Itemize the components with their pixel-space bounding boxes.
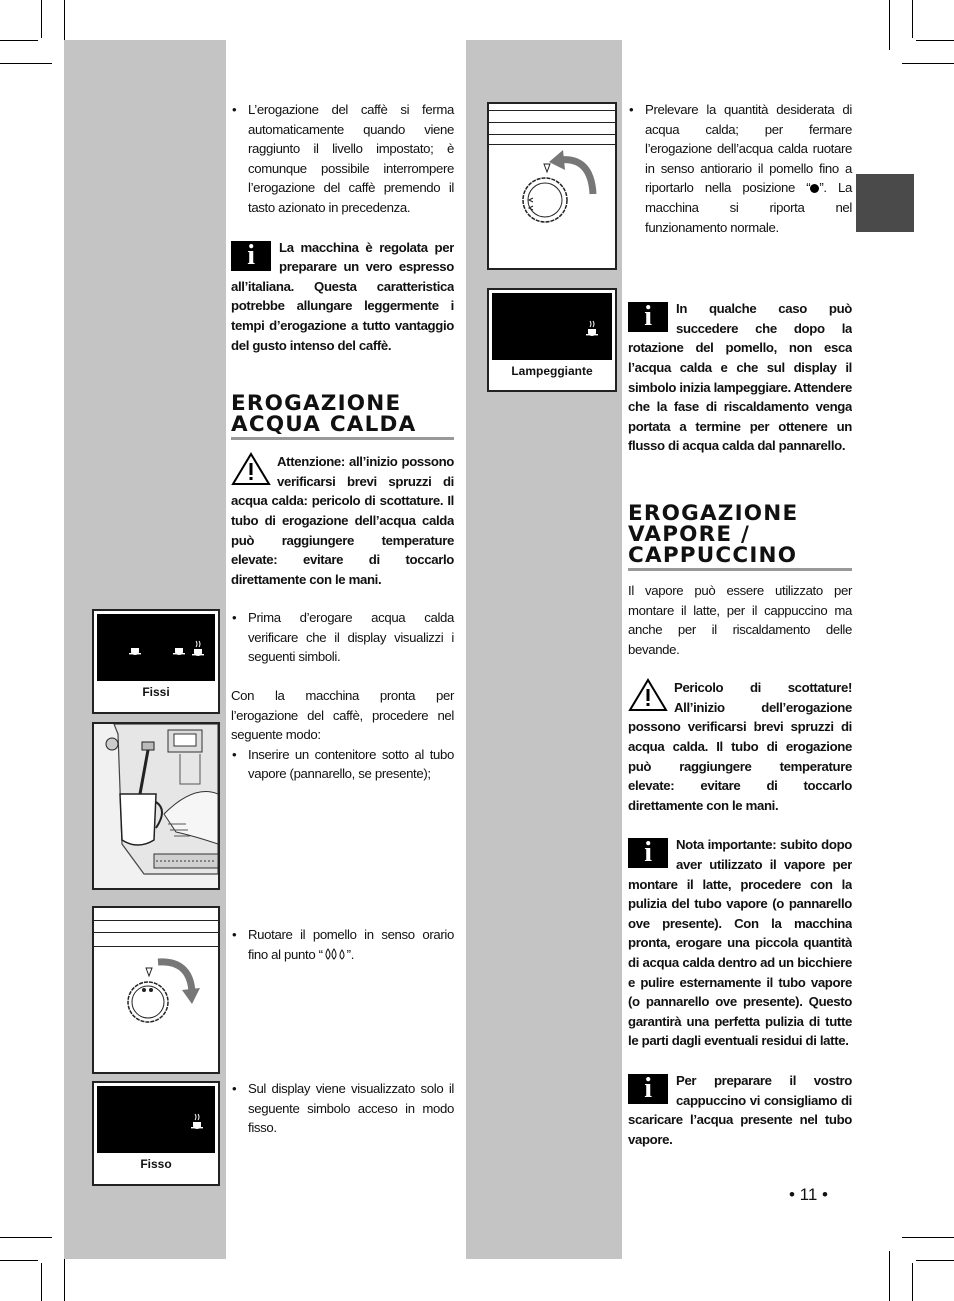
crop-mark bbox=[912, 1263, 913, 1301]
hot-water-symbol-icon bbox=[492, 293, 612, 360]
figure-machine-illustration bbox=[92, 722, 220, 890]
info-icon: i bbox=[231, 241, 271, 271]
bullet-stop-water-end: ”. La macchina si riporta nel funzionamento normale. bbox=[645, 180, 853, 235]
warning-triangle-icon bbox=[628, 678, 668, 712]
crop-mark bbox=[902, 63, 954, 64]
info-icon: i bbox=[628, 302, 668, 332]
display-screen bbox=[97, 614, 215, 681]
warning-box-steam bbox=[628, 678, 852, 815]
steam-intro: Il vapore può essere utilizzato per montare il latte, per il cappuccino ma anche per il riscaldamento delle bevande. bbox=[628, 582, 852, 657]
figure-caption: Fisso bbox=[140, 1157, 172, 1171]
crop-mark bbox=[0, 40, 38, 41]
bullet-rotate-text: Ruotare il pomello in senso orario fino al punto “ bbox=[248, 927, 454, 962]
info-text: Per preparare il vostro cappuccino vi consigliamo di scaricare l’acqua presente nel tubo vapore. bbox=[628, 1072, 852, 1147]
water-drops-icon bbox=[323, 948, 347, 961]
divider-line bbox=[489, 122, 615, 123]
figure-knob-anticlockwise bbox=[487, 102, 617, 270]
hot-water-symbol-icon bbox=[97, 1086, 215, 1153]
info-box-note bbox=[628, 835, 852, 1051]
info-icon: i bbox=[628, 1074, 668, 1104]
figure-display-fissi bbox=[92, 609, 220, 714]
figure-caption: Lampeggiante bbox=[511, 364, 593, 378]
knob-rotate-left-icon bbox=[489, 148, 615, 268]
info-text: In qualche caso può succedere che dopo la rotazione del pomello, non esca l’acqua calda e che sul display il simbolo inizia lampeggiare. Attendere che la fase di riscaldamento venga portata a termine per ottenere un flusso di acqua calda dal pannarello. bbox=[628, 301, 852, 454]
cup-symbols-icon bbox=[97, 614, 215, 681]
figure-display-fisso bbox=[92, 1081, 220, 1186]
warning-triangle-icon bbox=[231, 452, 271, 486]
crop-mark bbox=[912, 0, 913, 38]
warning-text: Pericolo di scottature! All’inizio dell’erogazione possono verificarsi brevi spruzzi di acqua calda. Il tubo di erogazione può raggiungere temperature elevate: evitare di toccarlo direttamente con le mani. bbox=[628, 680, 852, 813]
warning-box-hot-water bbox=[231, 452, 454, 589]
left-column bbox=[231, 100, 454, 1138]
section-title-steam: EROGAZIONE VAPORE / CAPPUCCINO bbox=[628, 503, 852, 571]
crop-mark bbox=[0, 63, 52, 64]
crop-mark bbox=[41, 0, 42, 38]
info-box-cappuccino bbox=[628, 1071, 852, 1149]
crop-mark bbox=[41, 1263, 42, 1301]
bullet-insert-container: • Inserire un contenitore sotto al tubo vapore (pannarello, se presente); bbox=[231, 745, 454, 784]
dot-position-icon bbox=[810, 184, 819, 193]
info-box-espresso bbox=[231, 238, 454, 356]
info-box-water bbox=[628, 299, 852, 456]
right-column bbox=[628, 100, 852, 1149]
divider-line bbox=[489, 144, 615, 145]
crop-mark bbox=[0, 1260, 38, 1261]
section-tab bbox=[856, 174, 914, 232]
divider-line bbox=[94, 932, 218, 933]
warning-text: Attenzione: all’inizio possono verificarsi brevi spruzzi di acqua calda: pericolo di scottature. Il tubo di erogazione dell’acqua calda può raggiungere temperature elevate: evitare di toccarlo direttamente con le mani. bbox=[231, 454, 454, 587]
crop-mark bbox=[902, 1237, 954, 1238]
crop-mark bbox=[916, 1260, 954, 1261]
figure-knob-clockwise bbox=[92, 906, 220, 1074]
bullet-stop-water bbox=[628, 100, 852, 237]
bullet-check-display: • Prima d’erogare acqua calda verificare che il display visualizzi i seguenti simboli. bbox=[231, 608, 454, 667]
bullet-rotate-end: ”. bbox=[346, 946, 355, 962]
page-number: • 11 • bbox=[789, 1185, 828, 1204]
info-text: Nota importante: subito dopo aver utilizzato il vapore per montare il latte, procedere con la pulizia del tubo vapore (o pannarello ove presente). Con la macchina pronta, erogare una piccola quantità di acqua calda dentro ad un bicchiere e pulire esternamente il tubo vapore (o pannarello ove presente). Questo garantirà una perfetta pulizia di tutte le parti dagli eventuali residui di latte. bbox=[628, 837, 852, 1049]
divider-line bbox=[489, 134, 615, 135]
crop-mark bbox=[889, 1251, 890, 1301]
crop-mark bbox=[916, 40, 954, 41]
crop-mark bbox=[0, 1237, 52, 1238]
section-title-hot-water: EROGAZIONE ACQUA CALDA bbox=[231, 393, 454, 440]
bullet-coffee-stop: • L’erogazione del caffè si ferma automaticamente quando viene raggiunto il livello impostato; è comunque possibile interrompere l’erogazione del caffè premendo il tasto azionato in precedenza. bbox=[231, 100, 454, 218]
display-screen bbox=[492, 293, 612, 360]
bullet-rotate-knob bbox=[231, 925, 454, 964]
info-text: La macchina è regolata per preparare un vero espresso all’italiana. Questa caratteristica potrebbe allungare leggermente i tempi d’erogazione a tutto vantaggio del gusto intenso del caffè. bbox=[231, 239, 454, 353]
machine-jug-illustration-icon bbox=[94, 724, 218, 888]
divider-line bbox=[94, 920, 218, 921]
info-icon: i bbox=[628, 838, 668, 868]
display-screen bbox=[97, 1086, 215, 1153]
crop-mark bbox=[889, 0, 890, 50]
divider-line bbox=[94, 946, 218, 947]
figure-display-lampeggiante bbox=[487, 288, 617, 392]
intro-procedure: Con la macchina pronta per l’erogazione del caffè, procedere nel seguente modo: bbox=[231, 688, 454, 743]
bullet-stop-water-text: Prelevare la quantità desiderata di acqua calda; per fermare l’erogazione dell’acqua calda ruotare in senso antiorario il pomello fino a riportarlo nella posizione “ bbox=[645, 102, 852, 196]
knob-rotate-right-icon bbox=[94, 948, 218, 1068]
divider-line bbox=[489, 110, 615, 111]
figure-caption: Fissi bbox=[142, 685, 170, 699]
bullet-display-symbol: • Sul display viene visualizzato solo il seguente simbolo acceso in modo fisso. bbox=[231, 1079, 454, 1138]
